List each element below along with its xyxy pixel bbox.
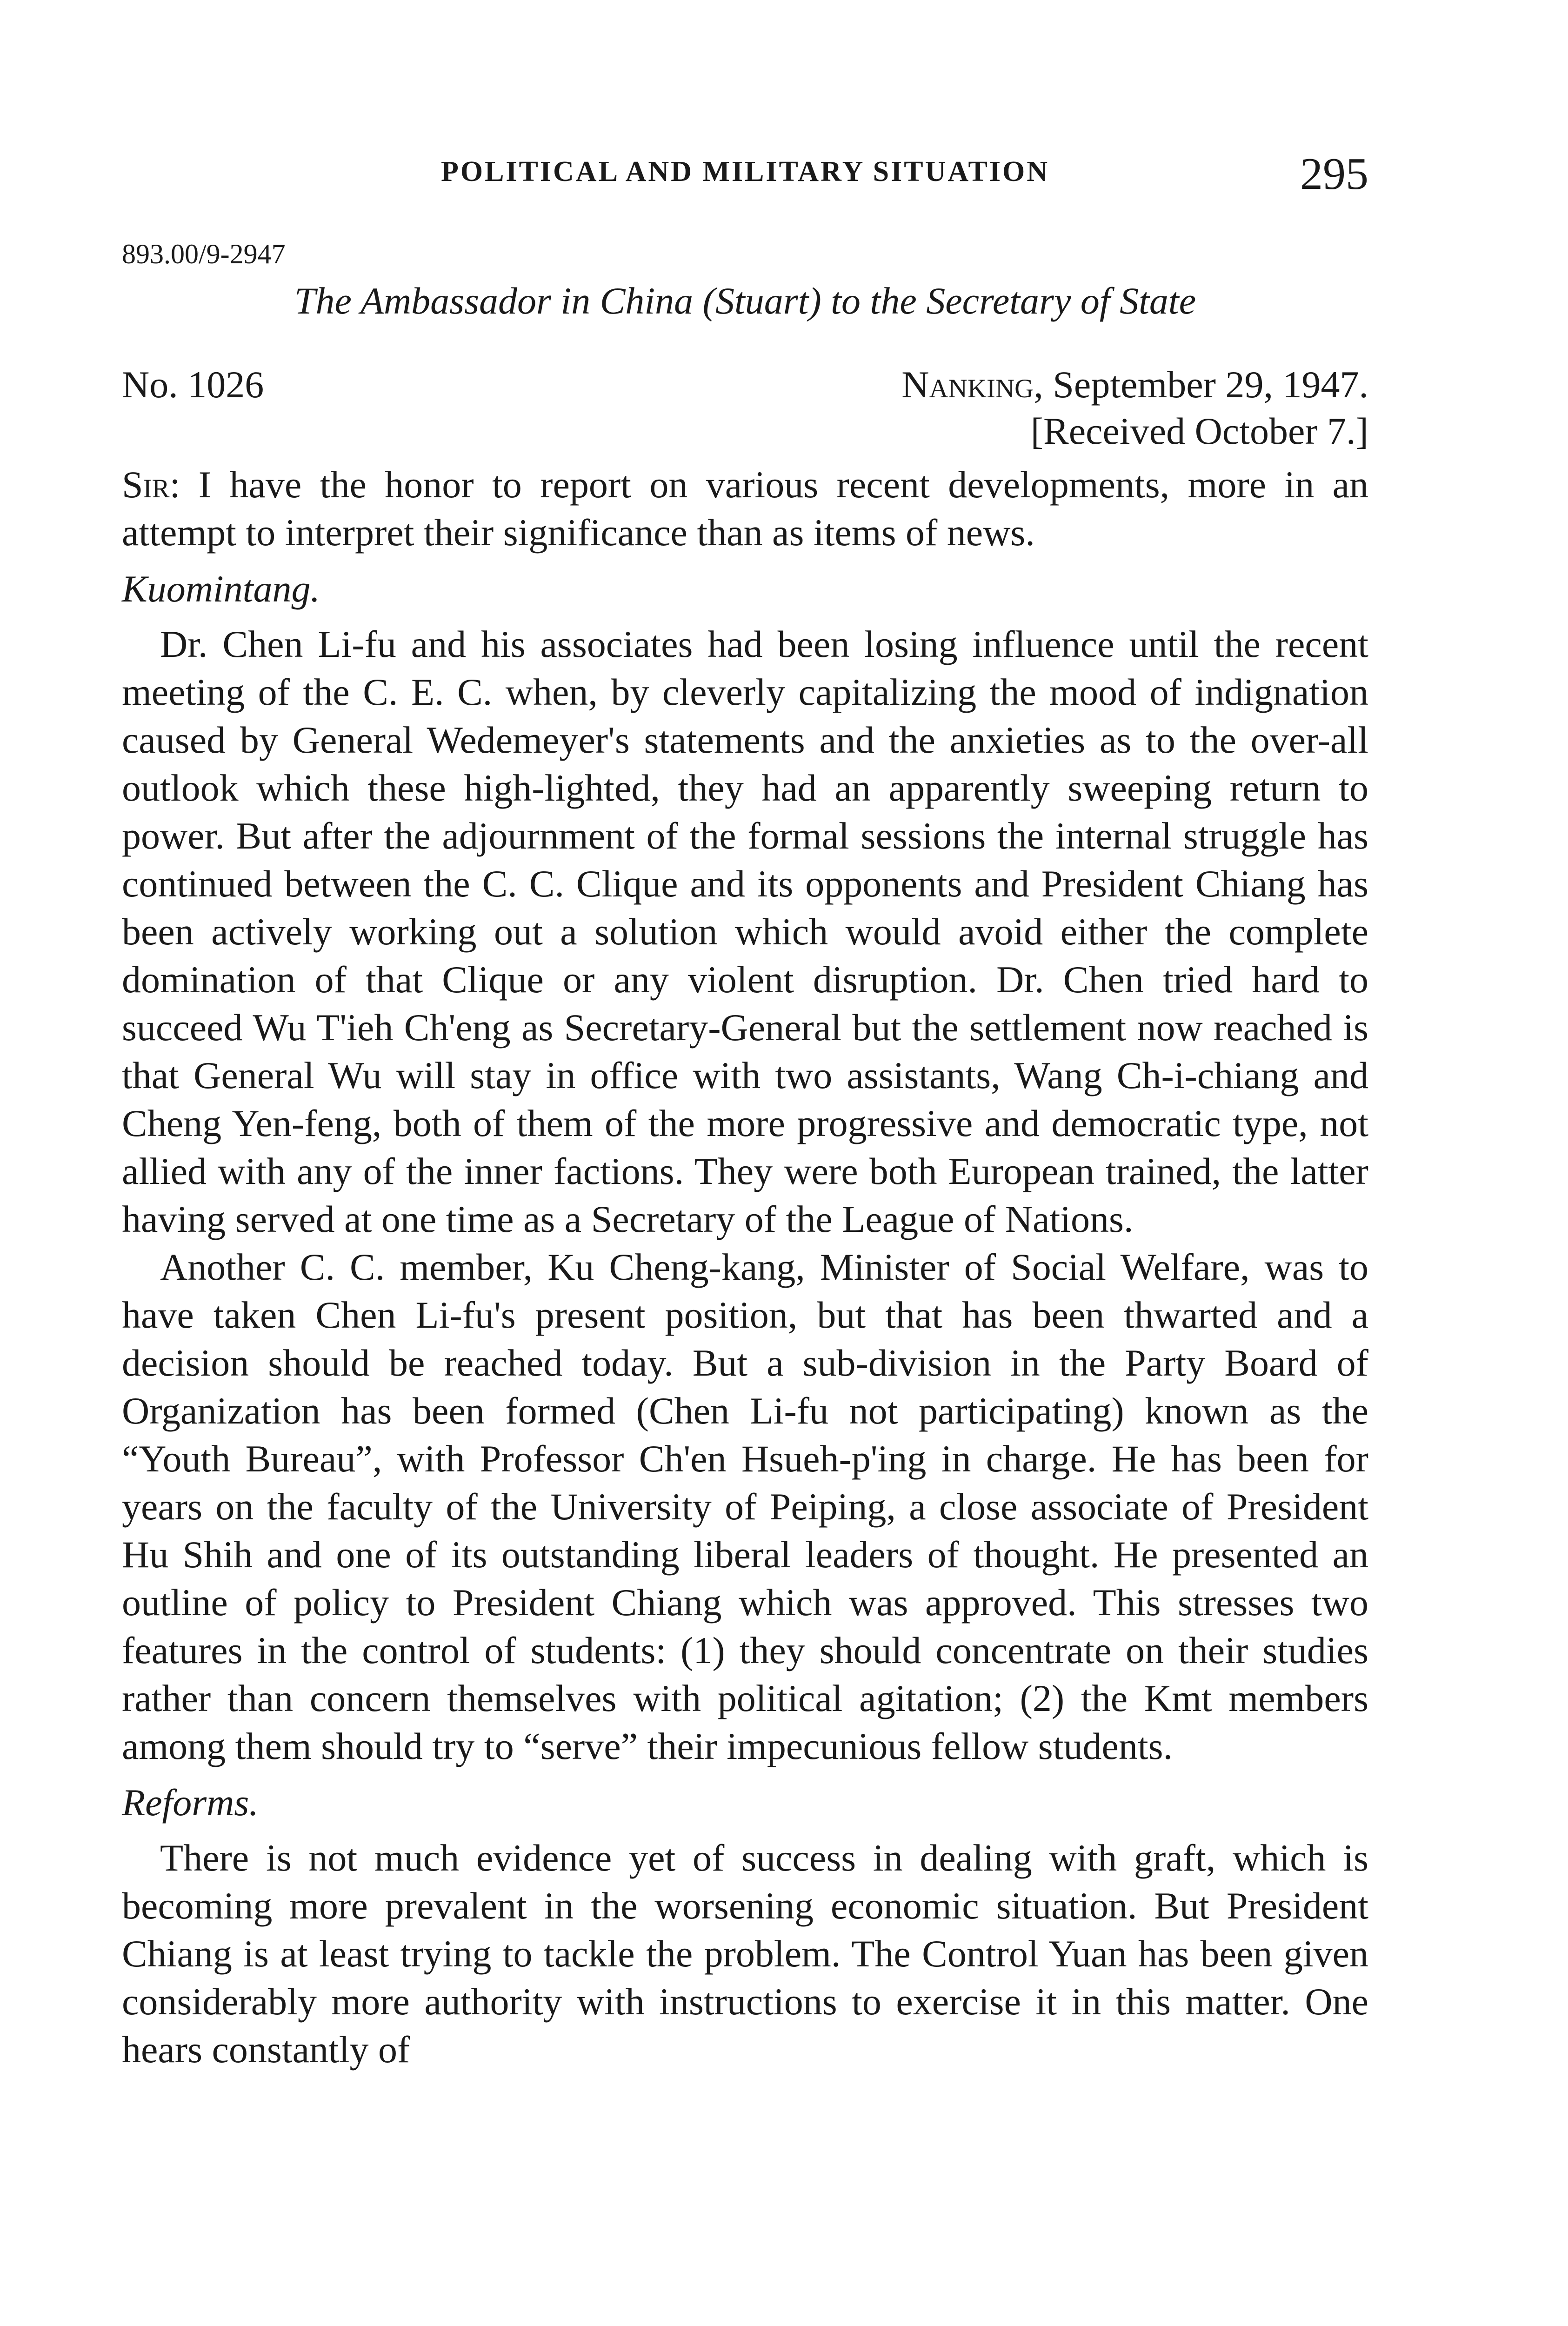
paragraph-kuomintang-2: Another C. C. member, Ku Cheng-kang, Minister of Social Welfare, was to have taken Chen Li-fu's present position, but that has been thwarted and a decision should be reached today. But a sub-division in the Party Board of Organization has been formed (Chen Li-fu not participating) known as the “Youth Bureau”, with Professor Ch'en Hsueh-p'ing in charge. He has been for years on the faculty of the University of Peiping, a close associate of President Hu Shih and one of its outstanding liberal leaders of thought. He presented an outline of policy to President Chiang which was approved. This stresses two features in the control of students: (1) they should concentrate on their studies rather than concern themselves with political agitation; (2) the Kmt members among them should try to “serve” their impecunious fellow students. <box>122 1246 1368 1767</box>
salutation: Sir <box>122 463 170 506</box>
opening-text: : I have the honor to report on various recent developments, more in an attempt to interpret their significance than as items of news. <box>122 463 1368 554</box>
file-number: 893.00/9-2947 <box>122 239 286 269</box>
opening-paragraph <box>122 461 1368 556</box>
running-header <box>122 148 1368 199</box>
running-title: POLITICAL AND MILITARY SITUATION <box>440 156 1050 187</box>
paragraph-reforms-1: There is not much evidence yet of success in dealing with graft, which is becoming more prevalent in the worsening economic situation. But President Chiang is at least trying to tackle the problem. The Control Yuan has been given considerably more authority with instructions to exercise it in this matter. One hears constantly of <box>122 1837 1368 2071</box>
page-number: 295 <box>1300 149 1368 199</box>
section-heading-reforms: Reforms. <box>122 1781 259 1824</box>
received-date: [Received October 7.] <box>1030 410 1368 452</box>
document-number: No. 1026 <box>122 363 264 406</box>
dateline <box>901 363 1368 407</box>
document-title: The Ambassador in China (Stuart) to the Secretary of State <box>294 280 1196 322</box>
dateline-place: Nanking <box>901 363 1034 406</box>
section-heading-kuomintang: Kuomintang. <box>122 568 320 610</box>
dateline-date: , September 29, 1947. <box>1034 363 1368 406</box>
paragraph-kuomintang-1: Dr. Chen Li-fu and his associates had been losing influence until the recent meeting of the C. E. C. when, by cleverly capitalizing the mood of indignation caused by General Wedemeyer's statements and the anxieties as to the over-all outlook which these high-lighted, they had an apparently sweeping return to power. But after the adjournment of the formal sessions the internal struggle has continued between the C. C. Clique and its opponents and President Chiang has been actively working out a solution which would avoid either the complete domination of that Clique or any violent disruption. Dr. Chen tried hard to succeed Wu T'ieh Ch'eng as Secretary-General but the settlement now reached is that General Wu will stay in office with two assistants, Wang Ch-i-chiang and Cheng Yen-feng, both of them of the more progressive and democratic type, not allied with any of the inner factions. They were both European trained, the latter having served at one time as a Secretary of the League of Nations. <box>122 623 1368 1240</box>
document-body <box>122 461 1368 2073</box>
document-page <box>122 0 1368 2326</box>
